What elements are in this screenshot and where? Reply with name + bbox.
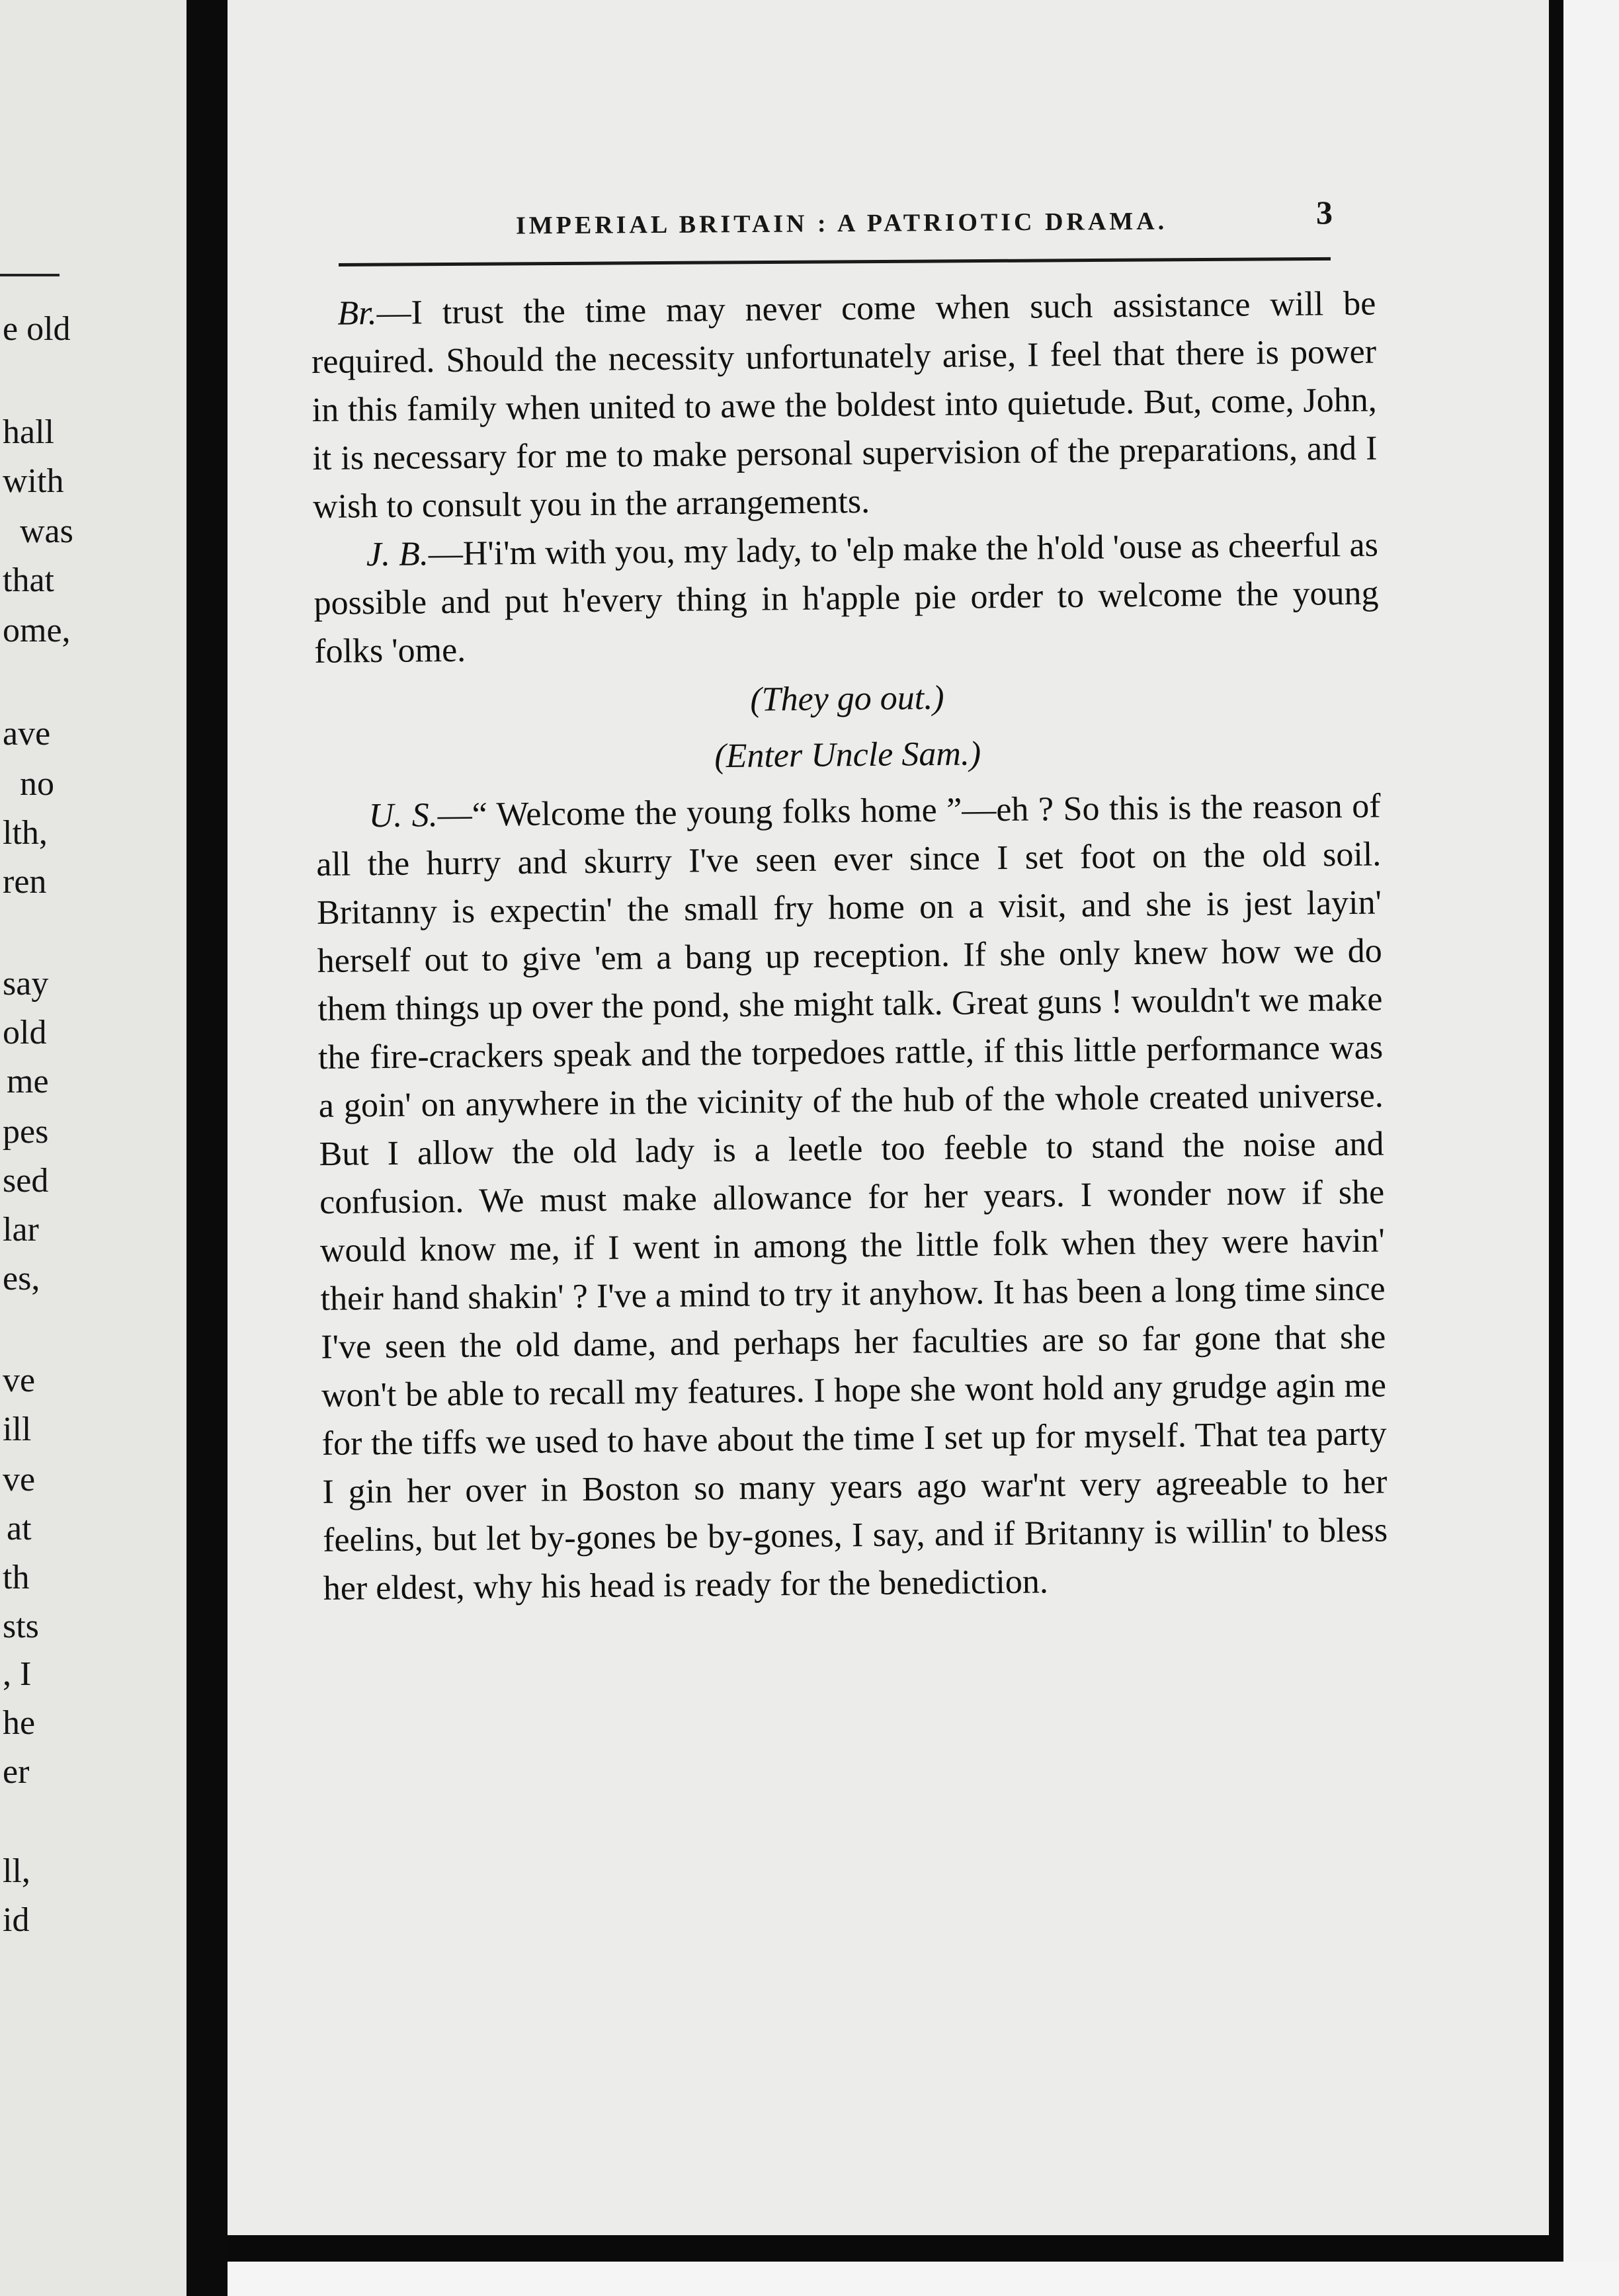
book-gutter-shadow [187,0,228,2296]
previous-page-fragment: at [7,1510,32,1547]
previous-page-fragment: say [3,965,49,1003]
previous-page-fragment: lar [3,1211,39,1249]
speaker-label: U. S. [368,796,438,835]
speaker-label: J. B. [366,535,429,574]
previous-page-rule [0,274,60,276]
paragraph-uncle-sam [315,782,1388,1613]
stage-direction: (They go out.) [750,678,944,719]
previous-page-fragment: ve [3,1362,36,1399]
previous-page-fragment: id [3,1901,30,1939]
speech-text: —“ Welcome the young folks home ”—eh ? So this is the reason of all the hurry and skurry I've seen ever since I set foot on the old soil. Britanny is expectin' the small fry home on a visit, and she is jest layin' herself out to give 'em a bang up reception. If she only knew how we do them things up over the pond, she might talk. Great guns ! wouldn't we make the fire-crackers speak and the torpedoes rattle, if this little performance was a goin' on anywhere in the vicinity of the hub of the whole created universe. But I allow the old lady is a leetle too feeble to stand the noise and confusion. We must make allowance for her years. I wonder now if she would know me, if I went in among the little folk when they were havin' their hand shakin' ? I've a mind to try it anyhow. It has been a long time since I've seen the old dame, and perhaps her faculties are so far gone that she won't be able to recall my features. I hope she wont hold any grudge agin me for the tiffs we used to have about the time I set up for myself. That tea party I gin her over in Boston so many years ago war'nt very agreeable to her feelins, but let by-gones be by-gones, I say, and if Britanny is willin' to bless her eldest, why his head is ready for the benediction. [316,787,1388,1608]
previous-page-fragment: lth, [3,814,48,852]
previous-page-fragment: e old [3,310,71,348]
speaker-label: Br. [337,294,377,333]
page-text [311,280,1388,1613]
page-number: 3 [1316,194,1333,231]
previous-page-fragment: ll, [3,1852,30,1890]
previous-page-fragment: ome, [3,612,71,649]
previous-page-fragment: ave [3,715,51,753]
scan-right-margin [1563,0,1619,2296]
previous-page-fragment: that [3,561,54,599]
previous-page-fragment: he [3,1704,36,1742]
previous-page-fragment: hall [3,413,54,451]
stage-direction: (Enter Uncle Sam.) [714,735,981,776]
previous-page-fragment: ve [3,1461,36,1498]
previous-page-fragment: old [3,1014,47,1051]
previous-page-fragment: sts [3,1608,39,1645]
previous-page-fragment: sed [3,1162,49,1200]
previous-page-fragment: , I [3,1655,32,1693]
previous-page-fragment: was [20,512,73,550]
running-head: IMPERIAL BRITAIN : A PATRIOTIC DRAMA. [515,207,1168,240]
previous-page-fragment: er [3,1753,30,1791]
previous-page-fragment: pes [3,1113,49,1151]
previous-page-fragment: ren [3,863,47,901]
previous-page-fragment: th [3,1559,30,1596]
scan-bottom-margin [228,2262,1619,2296]
previous-page-fragment: ill [3,1411,32,1448]
previous-page-fragment: with [3,462,64,500]
previous-page-fragment: me [7,1063,49,1100]
speech-text: —I trust the time may never come when such assistance will be required. Should the necessity unfortunately arise, I feel that there is power in this family when united to awe the boldest into quietude. But, come, John, it is necessary for me to make personal supervision of the preparations, and I wish to consult you in the arrangements. [311,284,1378,526]
previous-page-fragment: no [20,765,54,803]
speech-text: —H'i'm with you, my lady, to 'elp make the h'old 'ouse as cheerful as possible and put h'every thing in h'apple pie order to welcome the young folks 'ome. [313,526,1379,671]
previous-page-strip [0,0,187,2296]
paragraph-britannia [311,280,1378,531]
previous-page-fragment: es, [3,1260,40,1297]
paragraph-john-bull [313,521,1380,676]
